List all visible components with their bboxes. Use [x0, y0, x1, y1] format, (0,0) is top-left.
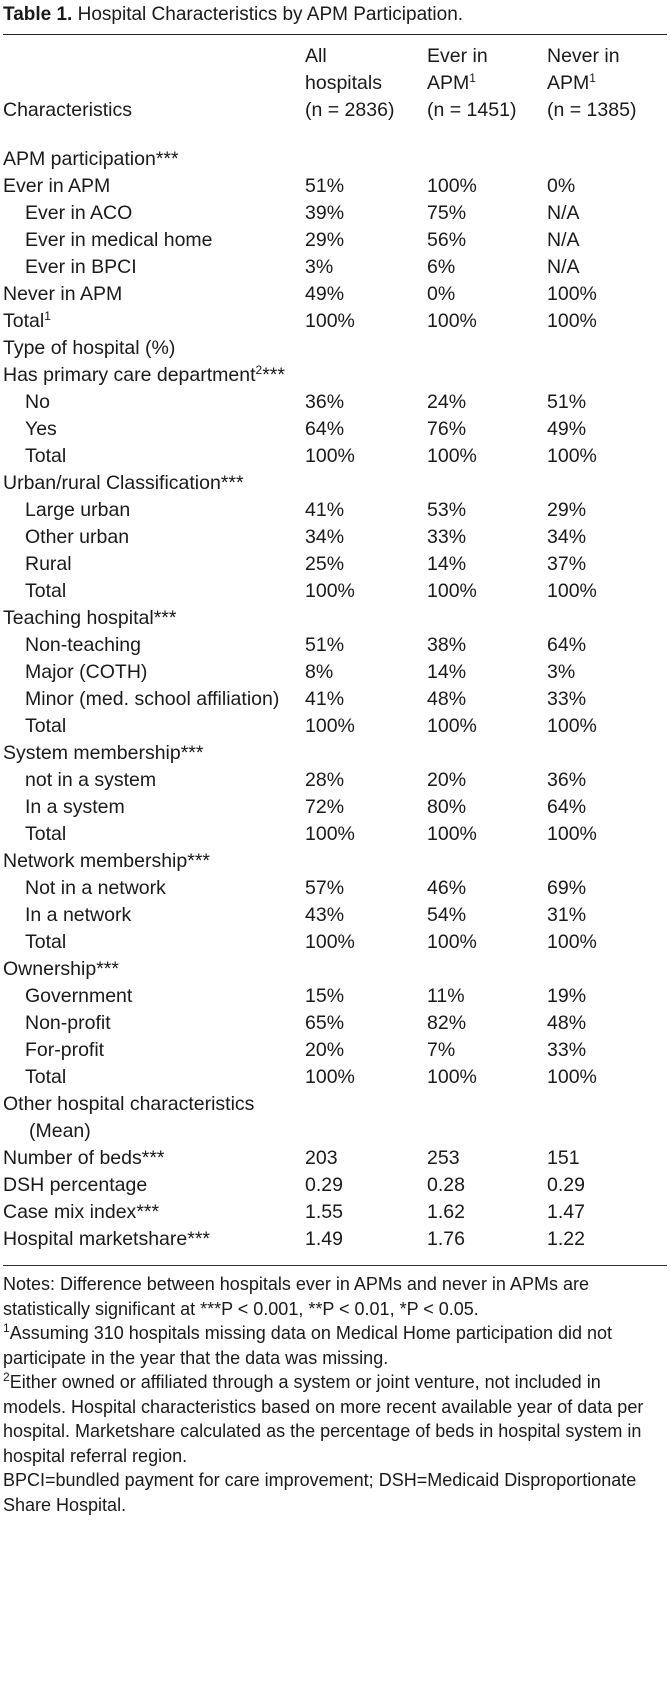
cell-ever-in-apm: 100%	[427, 823, 477, 845]
table-row	[3, 1037, 667, 1064]
table-row	[3, 281, 667, 308]
cell-ever-in-apm: 100%	[427, 580, 477, 602]
cell-ever-in-apm: 53%	[427, 499, 467, 521]
cell-never-in-apm	[547, 956, 667, 983]
table-row	[3, 443, 667, 470]
cell-all-hospitals: 1.55	[305, 1201, 343, 1223]
table-row	[3, 1145, 667, 1172]
cell-ever-in-apm: 100%	[427, 931, 477, 953]
cell-all-hospitals: 65%	[305, 1012, 345, 1034]
cell-never-in-apm: 69%	[547, 877, 587, 899]
table-row	[3, 1199, 667, 1226]
row-label: Major (COTH)	[25, 661, 148, 683]
cell-all-hospitals: 25%	[305, 553, 345, 575]
table-row	[3, 524, 667, 551]
table-row	[3, 1010, 667, 1037]
cell-ever-in-apm: 1.76	[427, 1228, 465, 1250]
table-title: Hospital Characteristics by APM Participation.	[77, 4, 464, 25]
cell-all-hospitals: 39%	[305, 202, 345, 224]
table-row	[3, 848, 667, 875]
cell-never-in-apm: 100%	[547, 445, 597, 467]
cell-never-in-apm	[547, 605, 667, 632]
cell-never-in-apm	[547, 1091, 667, 1145]
cell-all-hospitals: 49%	[305, 283, 345, 305]
cell-ever-in-apm: 100%	[427, 445, 477, 467]
cell-ever-in-apm: 6%	[427, 256, 456, 278]
cell-all-hospitals: 8%	[305, 661, 334, 683]
cell-all-hospitals: 100%	[305, 823, 355, 845]
cell-never-in-apm: 3%	[547, 661, 576, 683]
cell-ever-in-apm: 75%	[427, 202, 467, 224]
cell-never-in-apm: 51%	[547, 391, 587, 413]
cell-all-hospitals	[305, 740, 427, 767]
cell-ever-in-apm: 48%	[427, 688, 467, 710]
cell-all-hospitals	[305, 134, 427, 173]
cell-ever-in-apm: 253	[427, 1147, 460, 1169]
cell-all-hospitals: 64%	[305, 418, 345, 440]
cell-ever-in-apm: 0.28	[427, 1174, 465, 1196]
cell-never-in-apm: 1.47	[547, 1201, 585, 1223]
row-label: Total	[25, 715, 67, 737]
table-row	[3, 686, 667, 713]
cell-never-in-apm	[547, 362, 667, 389]
cell-all-hospitals	[305, 335, 427, 362]
table-row	[3, 227, 667, 254]
cell-all-hospitals: 20%	[305, 1039, 345, 1061]
row-label: Urban/rural Classification***	[3, 472, 244, 494]
table-row	[3, 659, 667, 686]
cell-ever-in-apm: 7%	[427, 1039, 456, 1061]
row-label: Case mix index***	[3, 1201, 160, 1223]
table-row	[3, 200, 667, 227]
table-row	[3, 134, 667, 173]
row-label: For-profit	[25, 1039, 105, 1061]
row-label: Hospital marketshare***	[3, 1228, 211, 1250]
row-label: Total	[25, 823, 67, 845]
cell-never-in-apm: 100%	[547, 715, 597, 737]
row-label: Ever in APM	[3, 175, 111, 197]
cell-ever-in-apm	[427, 362, 547, 389]
cell-all-hospitals: 72%	[305, 796, 345, 818]
cell-never-in-apm: 31%	[547, 904, 587, 926]
row-label: Ever in medical home	[25, 229, 213, 251]
cell-ever-in-apm: 24%	[427, 391, 467, 413]
row-label: In a system	[25, 796, 125, 818]
col-header-ever-in-apm: Ever in APM$^1$ (n = 1451)	[427, 45, 517, 121]
significance-stars: ***	[153, 607, 177, 629]
cell-never-in-apm: 0.29	[547, 1174, 585, 1196]
table-row	[3, 551, 667, 578]
cell-ever-in-apm	[427, 740, 547, 767]
row-label: not in a system	[25, 769, 157, 791]
cell-never-in-apm	[547, 848, 667, 875]
cell-never-in-apm: 64%	[547, 796, 587, 818]
row-label: Rural	[25, 553, 72, 575]
cell-never-in-apm	[547, 335, 667, 362]
table-row	[3, 605, 667, 632]
cell-ever-in-apm: 14%	[427, 661, 467, 683]
cell-ever-in-apm: 54%	[427, 904, 467, 926]
cell-all-hospitals: 1.49	[305, 1228, 343, 1250]
characteristics-table	[3, 35, 667, 1265]
cell-all-hospitals: 28%	[305, 769, 345, 791]
significance-stars: ***	[187, 850, 211, 872]
cell-all-hospitals	[305, 362, 427, 389]
table-row	[3, 335, 667, 362]
table-number: Table 1.	[3, 4, 73, 25]
significance-stars: ***	[262, 364, 285, 386]
cell-all-hospitals: 100%	[305, 580, 355, 602]
cell-never-in-apm: 36%	[547, 769, 587, 791]
table-row	[3, 956, 667, 983]
table-row	[3, 308, 667, 335]
cell-all-hospitals	[305, 848, 427, 875]
table-row	[3, 362, 667, 389]
cell-ever-in-apm: 1.62	[427, 1201, 465, 1223]
row-label: Not in a network	[25, 877, 166, 899]
row-label: Minor (med. school affiliation)	[25, 688, 280, 710]
cell-all-hospitals: 100%	[305, 931, 355, 953]
header-row	[3, 35, 667, 134]
significance-stars: ***	[220, 472, 244, 494]
table-row	[3, 254, 667, 281]
cell-never-in-apm	[547, 740, 667, 767]
cell-ever-in-apm: 0%	[427, 283, 456, 305]
cell-all-hospitals: 51%	[305, 634, 345, 656]
cell-all-hospitals	[305, 605, 427, 632]
cell-ever-in-apm: 100%	[427, 175, 477, 197]
table-row	[3, 902, 667, 929]
table-row	[3, 983, 667, 1010]
row-label: No	[25, 391, 50, 413]
cell-all-hospitals: 100%	[305, 715, 355, 737]
cell-ever-in-apm: 46%	[427, 877, 467, 899]
cell-all-hospitals: 57%	[305, 877, 345, 899]
cell-never-in-apm: 19%	[547, 985, 587, 1007]
cell-all-hospitals: 203	[305, 1147, 338, 1169]
table-caption	[3, 2, 667, 28]
col-header-all-hospitals: All hospitals (n = 2836)	[305, 45, 395, 121]
cell-all-hospitals: 29%	[305, 229, 345, 251]
row-label: Total$^1$	[3, 309, 51, 332]
cell-never-in-apm: 1.22	[547, 1228, 585, 1250]
cell-ever-in-apm: 33%	[427, 526, 467, 548]
table-row	[3, 1172, 667, 1199]
significance-stars: ***	[180, 742, 204, 764]
table-row	[3, 929, 667, 956]
cell-never-in-apm	[547, 134, 667, 173]
cell-all-hospitals: 3%	[305, 256, 334, 278]
cell-never-in-apm	[547, 470, 667, 497]
cell-all-hospitals: 15%	[305, 985, 345, 1007]
row-label: System membership***	[3, 742, 204, 764]
cell-ever-in-apm: 76%	[427, 418, 467, 440]
cell-all-hospitals: 100%	[305, 445, 355, 467]
table-row	[3, 1226, 667, 1265]
row-label: Teaching hospital***	[3, 607, 177, 629]
footnote-2: $^2$Either owned or affiliated through a system or joint venture, not included in models. Hospital characteristics based on more recent available year of data per hospital. Marketshare calculated as the percentage of beds in hospital system in hospital referral region.	[3, 1370, 644, 1466]
cell-never-in-apm: 100%	[547, 931, 597, 953]
table-row	[3, 1064, 667, 1091]
cell-all-hospitals: 100%	[305, 1066, 355, 1088]
table-row	[3, 389, 667, 416]
cell-all-hospitals: 41%	[305, 688, 345, 710]
cell-ever-in-apm	[427, 956, 547, 983]
cell-ever-in-apm: 100%	[427, 715, 477, 737]
table-row	[3, 578, 667, 605]
cell-never-in-apm: 29%	[547, 499, 587, 521]
table-row	[3, 470, 667, 497]
table-row	[3, 1091, 667, 1145]
table-row	[3, 740, 667, 767]
row-label: Non-teaching	[25, 634, 141, 656]
col-header-never-in-apm: Never in APM$^1$ (n = 1385)	[547, 45, 637, 121]
cell-all-hospitals: 0.29	[305, 1174, 343, 1196]
table-row	[3, 416, 667, 443]
cell-ever-in-apm	[427, 470, 547, 497]
cell-ever-in-apm: 20%	[427, 769, 467, 791]
row-label: DSH percentage	[3, 1174, 148, 1196]
cell-never-in-apm: 49%	[547, 418, 587, 440]
cell-ever-in-apm: 100%	[427, 310, 477, 332]
cell-never-in-apm: 100%	[547, 823, 597, 845]
row-label: Ever in ACO	[25, 202, 133, 224]
cell-never-in-apm: 48%	[547, 1012, 587, 1034]
row-label: Total	[25, 580, 67, 602]
table-row	[3, 875, 667, 902]
cell-all-hospitals: 100%	[305, 310, 355, 332]
row-label: Total	[25, 931, 67, 953]
cell-ever-in-apm	[427, 605, 547, 632]
cell-all-hospitals: 43%	[305, 904, 345, 926]
row-label: Type of hospital (%)	[3, 337, 176, 359]
row-label: Total	[25, 445, 67, 467]
cell-all-hospitals	[305, 1091, 427, 1145]
significance-stars: ***	[141, 1147, 165, 1169]
table-row	[3, 713, 667, 740]
cell-ever-in-apm: 80%	[427, 796, 467, 818]
row-label: Number of beds***	[3, 1147, 165, 1169]
table-row	[3, 767, 667, 794]
footnote-1: $^1$Assuming 310 hospitals missing data on Medical Home participation did not participate in the year that the data was missing.	[3, 1321, 613, 1368]
table-notes	[3, 1272, 667, 1517]
row-label: APM participation***	[3, 148, 179, 170]
cell-never-in-apm: 100%	[547, 1066, 597, 1088]
cell-all-hospitals	[305, 956, 427, 983]
cell-ever-in-apm	[427, 134, 547, 173]
significance-stars: ***	[155, 148, 179, 170]
cell-ever-in-apm: 82%	[427, 1012, 467, 1034]
row-label: Network membership***	[3, 850, 211, 872]
cell-all-hospitals: 41%	[305, 499, 345, 521]
cell-all-hospitals: 51%	[305, 175, 345, 197]
cell-ever-in-apm: 56%	[427, 229, 467, 251]
table-row	[3, 821, 667, 848]
cell-ever-in-apm: 14%	[427, 553, 467, 575]
row-label: In a network	[25, 904, 132, 926]
row-label: Non-profit	[25, 1012, 111, 1034]
cell-all-hospitals: 36%	[305, 391, 345, 413]
cell-never-in-apm: 33%	[547, 688, 587, 710]
row-label: Government	[25, 985, 133, 1007]
cell-never-in-apm: 64%	[547, 634, 587, 656]
cell-never-in-apm: 33%	[547, 1039, 587, 1061]
cell-never-in-apm: 34%	[547, 526, 587, 548]
cell-ever-in-apm	[427, 335, 547, 362]
row-label: Ever in BPCI	[25, 256, 137, 278]
cell-never-in-apm: 151	[547, 1147, 580, 1169]
cell-all-hospitals	[305, 470, 427, 497]
row-label: Has primary care department$^2$***	[3, 363, 285, 386]
row-label: Never in APM	[3, 283, 123, 305]
row-label: Other hospital characteristics (Mean)	[3, 1093, 255, 1142]
cell-ever-in-apm: 100%	[427, 1066, 477, 1088]
bottom-rule	[3, 1265, 667, 1266]
row-label: Other urban	[25, 526, 130, 548]
cell-ever-in-apm	[427, 848, 547, 875]
cell-never-in-apm: 37%	[547, 553, 587, 575]
table-row	[3, 632, 667, 659]
cell-ever-in-apm: 11%	[427, 985, 465, 1007]
cell-never-in-apm: N/A	[547, 256, 580, 278]
cell-never-in-apm: 0%	[547, 175, 576, 197]
table-row	[3, 173, 667, 200]
table-body	[3, 134, 667, 1265]
significance-stars: ***	[136, 1201, 160, 1223]
cell-ever-in-apm	[427, 1091, 547, 1145]
cell-all-hospitals: 34%	[305, 526, 345, 548]
row-label: Ownership***	[3, 958, 119, 980]
significance-stars: ***	[187, 1228, 211, 1250]
significance-note: Notes: Difference between hospitals ever in APMs and never in APMs are statistically significant at ***P < 0.001, **P < 0.01, *P < 0.05.	[3, 1274, 589, 1319]
row-label: Yes	[25, 418, 57, 440]
abbreviations-note: BPCI=bundled payment for care improvement; DSH=Medicaid Disproportionate Share Hospital.	[3, 1470, 637, 1515]
cell-ever-in-apm: 38%	[427, 634, 467, 656]
table-row	[3, 794, 667, 821]
table-row	[3, 497, 667, 524]
cell-never-in-apm: 100%	[547, 283, 597, 305]
significance-stars: ***	[96, 958, 119, 980]
cell-never-in-apm: N/A	[547, 202, 580, 224]
cell-never-in-apm: N/A	[547, 229, 580, 251]
col-header-characteristics: Characteristics	[3, 99, 132, 121]
cell-never-in-apm: 100%	[547, 580, 597, 602]
row-label: Total	[25, 1066, 67, 1088]
cell-never-in-apm: 100%	[547, 310, 597, 332]
row-label: Large urban	[25, 499, 131, 521]
